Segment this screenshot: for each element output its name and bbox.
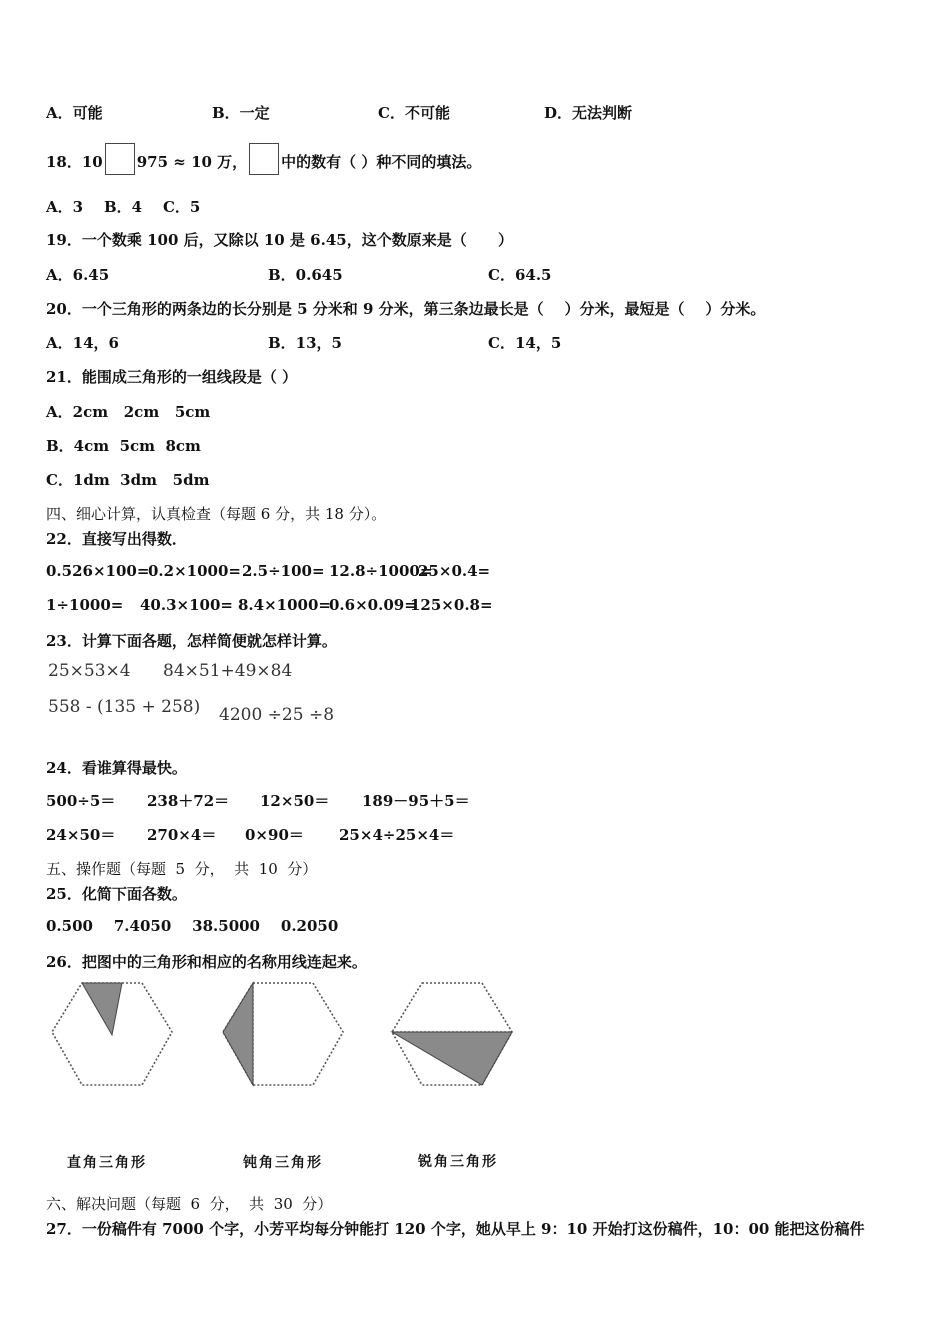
q24-item: 24×50＝	[46, 826, 116, 844]
shaded-triangle-3	[392, 1032, 512, 1085]
q24-item: 25×4÷25×4＝	[339, 826, 455, 844]
q18-options: A．3 B．4 C．5	[46, 198, 201, 216]
q27-question: 27．一份稿件有 7000 个字，小芳平均每分钟能打 120 个字，她从早上 9：10 开始打这份稿件，10：00 能把这份稿件	[46, 1220, 865, 1238]
label-right-triangle: 直角三角形	[67, 1155, 147, 1171]
q25-numbers: 0.500 7.4050 38.5000 0.2050	[46, 917, 339, 935]
q22-item: 12.8÷1000=	[329, 562, 433, 580]
q26-hexagon-figures	[40, 975, 560, 1095]
q23-expr: 25×53×4	[48, 661, 131, 681]
label-acute-triangle: 锐角三角形	[418, 1154, 498, 1170]
q25-question: 25．化简下面各数。	[46, 885, 187, 903]
q19-option-a: A．6.45	[46, 266, 110, 284]
q19-option-c: C．64.5	[488, 266, 552, 284]
hexagon-figure-1	[52, 983, 172, 1085]
q22-item: 8.4×1000=	[238, 596, 331, 614]
q23-expr: 4200 ÷25 ÷8	[219, 705, 335, 725]
blank-box-1	[105, 143, 135, 175]
q20-option-c: C．14，5	[488, 334, 562, 352]
q22-item: 40.3×100=	[140, 596, 233, 614]
q23-question: 23．计算下面各题，怎样简便就怎样计算。	[46, 632, 337, 650]
q19-option-b: B．0.645	[268, 266, 343, 284]
q19-question: 19．一个数乘 100 后，又除以 10 是 6.45，这个数原来是（ ）	[46, 231, 514, 249]
section-5-title: 五、操作题（每题 5 分， 共 10 分）	[46, 860, 318, 878]
q24-item: 0×90＝	[245, 826, 304, 844]
q24-question: 24．看谁算得最快。	[46, 759, 187, 777]
q24-item: 500÷5＝	[46, 792, 116, 810]
q24-item: 12×50＝	[260, 792, 330, 810]
q26-question: 26．把图中的三角形和相应的名称用线连起来。	[46, 953, 367, 971]
hexagon-figure-2	[223, 983, 343, 1085]
q18-question: 18．10 975 ≈ 10 万， 中的数有（ ）种不同的填法。	[46, 143, 481, 175]
shaded-triangle-1	[82, 983, 122, 1035]
q22-item: 125×0.8=	[410, 596, 493, 614]
q22-question: 22．直接写出得数．	[46, 530, 187, 548]
q24-item: 270×4＝	[147, 826, 217, 844]
q17-option-c: C．不可能	[378, 104, 450, 122]
q24-item: 189－95＋5＝	[362, 792, 470, 810]
q22-item: 0.526×100=	[46, 562, 150, 580]
section-4-title: 四、细心计算，认真检查（每题 6 分，共 18 分）。	[46, 505, 387, 523]
label-obtuse-triangle: 钝角三角形	[243, 1155, 323, 1171]
q22-item: 0.6×0.09=	[329, 596, 417, 614]
q22-item: 2.5÷100=	[242, 562, 325, 580]
q21-option-b: B．4cm 5cm 8cm	[46, 437, 201, 455]
q17-option-b: B．一定	[212, 104, 270, 122]
q22-item: 0.2×1000=	[148, 562, 241, 580]
section-6-title: 六、解决问题（每题 6 分， 共 30 分）	[46, 1195, 333, 1213]
q17-option-d: D．无法判断	[544, 104, 633, 122]
q20-option-a: A．14，6	[46, 334, 119, 352]
q23-expr: 558 - (135 + 258)	[48, 697, 201, 717]
q21-option-a: A．2cm 2cm 5cm	[46, 403, 211, 421]
q17-option-a: A．可能	[46, 104, 103, 122]
q22-item: 25×0.4=	[418, 562, 491, 580]
blank-box-2	[249, 143, 279, 175]
q21-question: 21．能围成三角形的一组线段是（ ）	[46, 368, 298, 386]
shaded-triangle-2	[223, 983, 253, 1085]
q23-expr: 84×51+49×84	[163, 661, 293, 681]
q20-option-b: B．13，5	[268, 334, 342, 352]
q24-item: 238＋72＝	[147, 792, 230, 810]
q21-option-c: C．1dm 3dm 5dm	[46, 471, 210, 489]
q20-question: 20．一个三角形的两条边的长分别是 5 分米和 9 分米，第三条边最长是（ ）分米，最短是（ ）分米。	[46, 300, 766, 318]
hexagon-figure-3	[392, 983, 512, 1085]
q22-item: 1÷1000=	[46, 596, 124, 614]
